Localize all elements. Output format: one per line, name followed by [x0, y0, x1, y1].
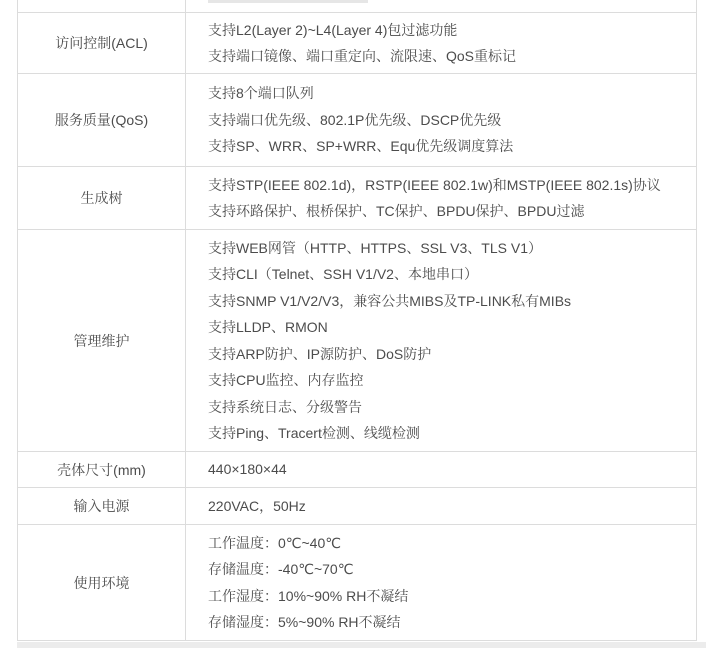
spec-line: 支持WEB网管（HTTP、HTTPS、SSL V3、TLS V1） [208, 239, 542, 256]
page-footer-strip [17, 642, 706, 648]
spec-line: 支持L2(Layer 2)~L4(Layer 4)包过滤功能 [208, 21, 458, 38]
spec-line: 支持CLI（Telnet、SSH V1/V2、本地串口） [208, 266, 478, 282]
spec-line: 工作湿度：10%~90% RH不凝结 [208, 587, 409, 604]
spec-line: 存储温度：-40℃~70℃ [208, 561, 354, 577]
spec-row-qos [18, 74, 696, 167]
spec-line: 支持SNMP V1/V2/V3，兼容公共MIBS及TP-LINK私有MIBs [208, 292, 572, 309]
spec-line: 存储湿度：5%~90% RH不凝结 [208, 614, 401, 630]
spec-line: 支持Ping、Tracert检测、线缆检测 [208, 425, 420, 441]
spec-row-spanning-tree [18, 167, 696, 230]
spec-line: 支持SP、WRR、SP+WRR、Equ优先级调度算法 [208, 138, 514, 155]
spec-label: 访问控制(ACL) [18, 13, 186, 73]
spec-row-dimensions [18, 452, 696, 488]
spec-line: 支持8个端口队列 [208, 85, 314, 102]
spec-row-power [18, 488, 696, 525]
spec-line: 支持CPU监控、内存监控 [208, 372, 364, 388]
spec-label-clipped [18, 0, 186, 12]
spec-row-management [18, 230, 696, 452]
spec-line: 支持STP(IEEE 802.1d)，RSTP(IEEE 802.1w)和MSTP(IEEE 802.1s)协议 [208, 176, 661, 193]
spec-line: 440×180×44 [208, 461, 287, 478]
spec-line: 220VAC，50Hz [208, 497, 306, 514]
spec-line: 支持端口镜像、端口重定向、流限速、QoS重标记 [208, 48, 517, 64]
spec-row-acl [18, 13, 696, 74]
spec-line: 支持LLDP、RMON [208, 319, 328, 335]
spec-line: 支持环路保护、根桥保护、TC保护、BPDU保护、BPDU过滤 [208, 203, 585, 219]
spec-line: 支持端口优先级、802.1P优先级、DSCP优先级 [208, 111, 502, 128]
clipped-text-remnant [208, 0, 368, 3]
spec-line: 工作温度：0℃~40℃ [208, 534, 341, 551]
spec-row-environment [18, 525, 696, 641]
spec-label: 服务质量(QoS) [18, 74, 186, 166]
spec-label: 壳体尺寸(mm) [18, 452, 186, 487]
spec-line: 支持系统日志、分级警告 [208, 398, 362, 415]
spec-row-clipped [18, 0, 696, 13]
spec-label: 管理维护 [18, 230, 186, 451]
spec-table [17, 0, 697, 641]
spec-line: 支持ARP防护、IP源防护、DoS防护 [208, 345, 432, 362]
spec-label: 输入电源 [18, 488, 186, 524]
spec-label: 生成树 [18, 167, 186, 229]
spec-label: 使用环境 [18, 525, 186, 640]
